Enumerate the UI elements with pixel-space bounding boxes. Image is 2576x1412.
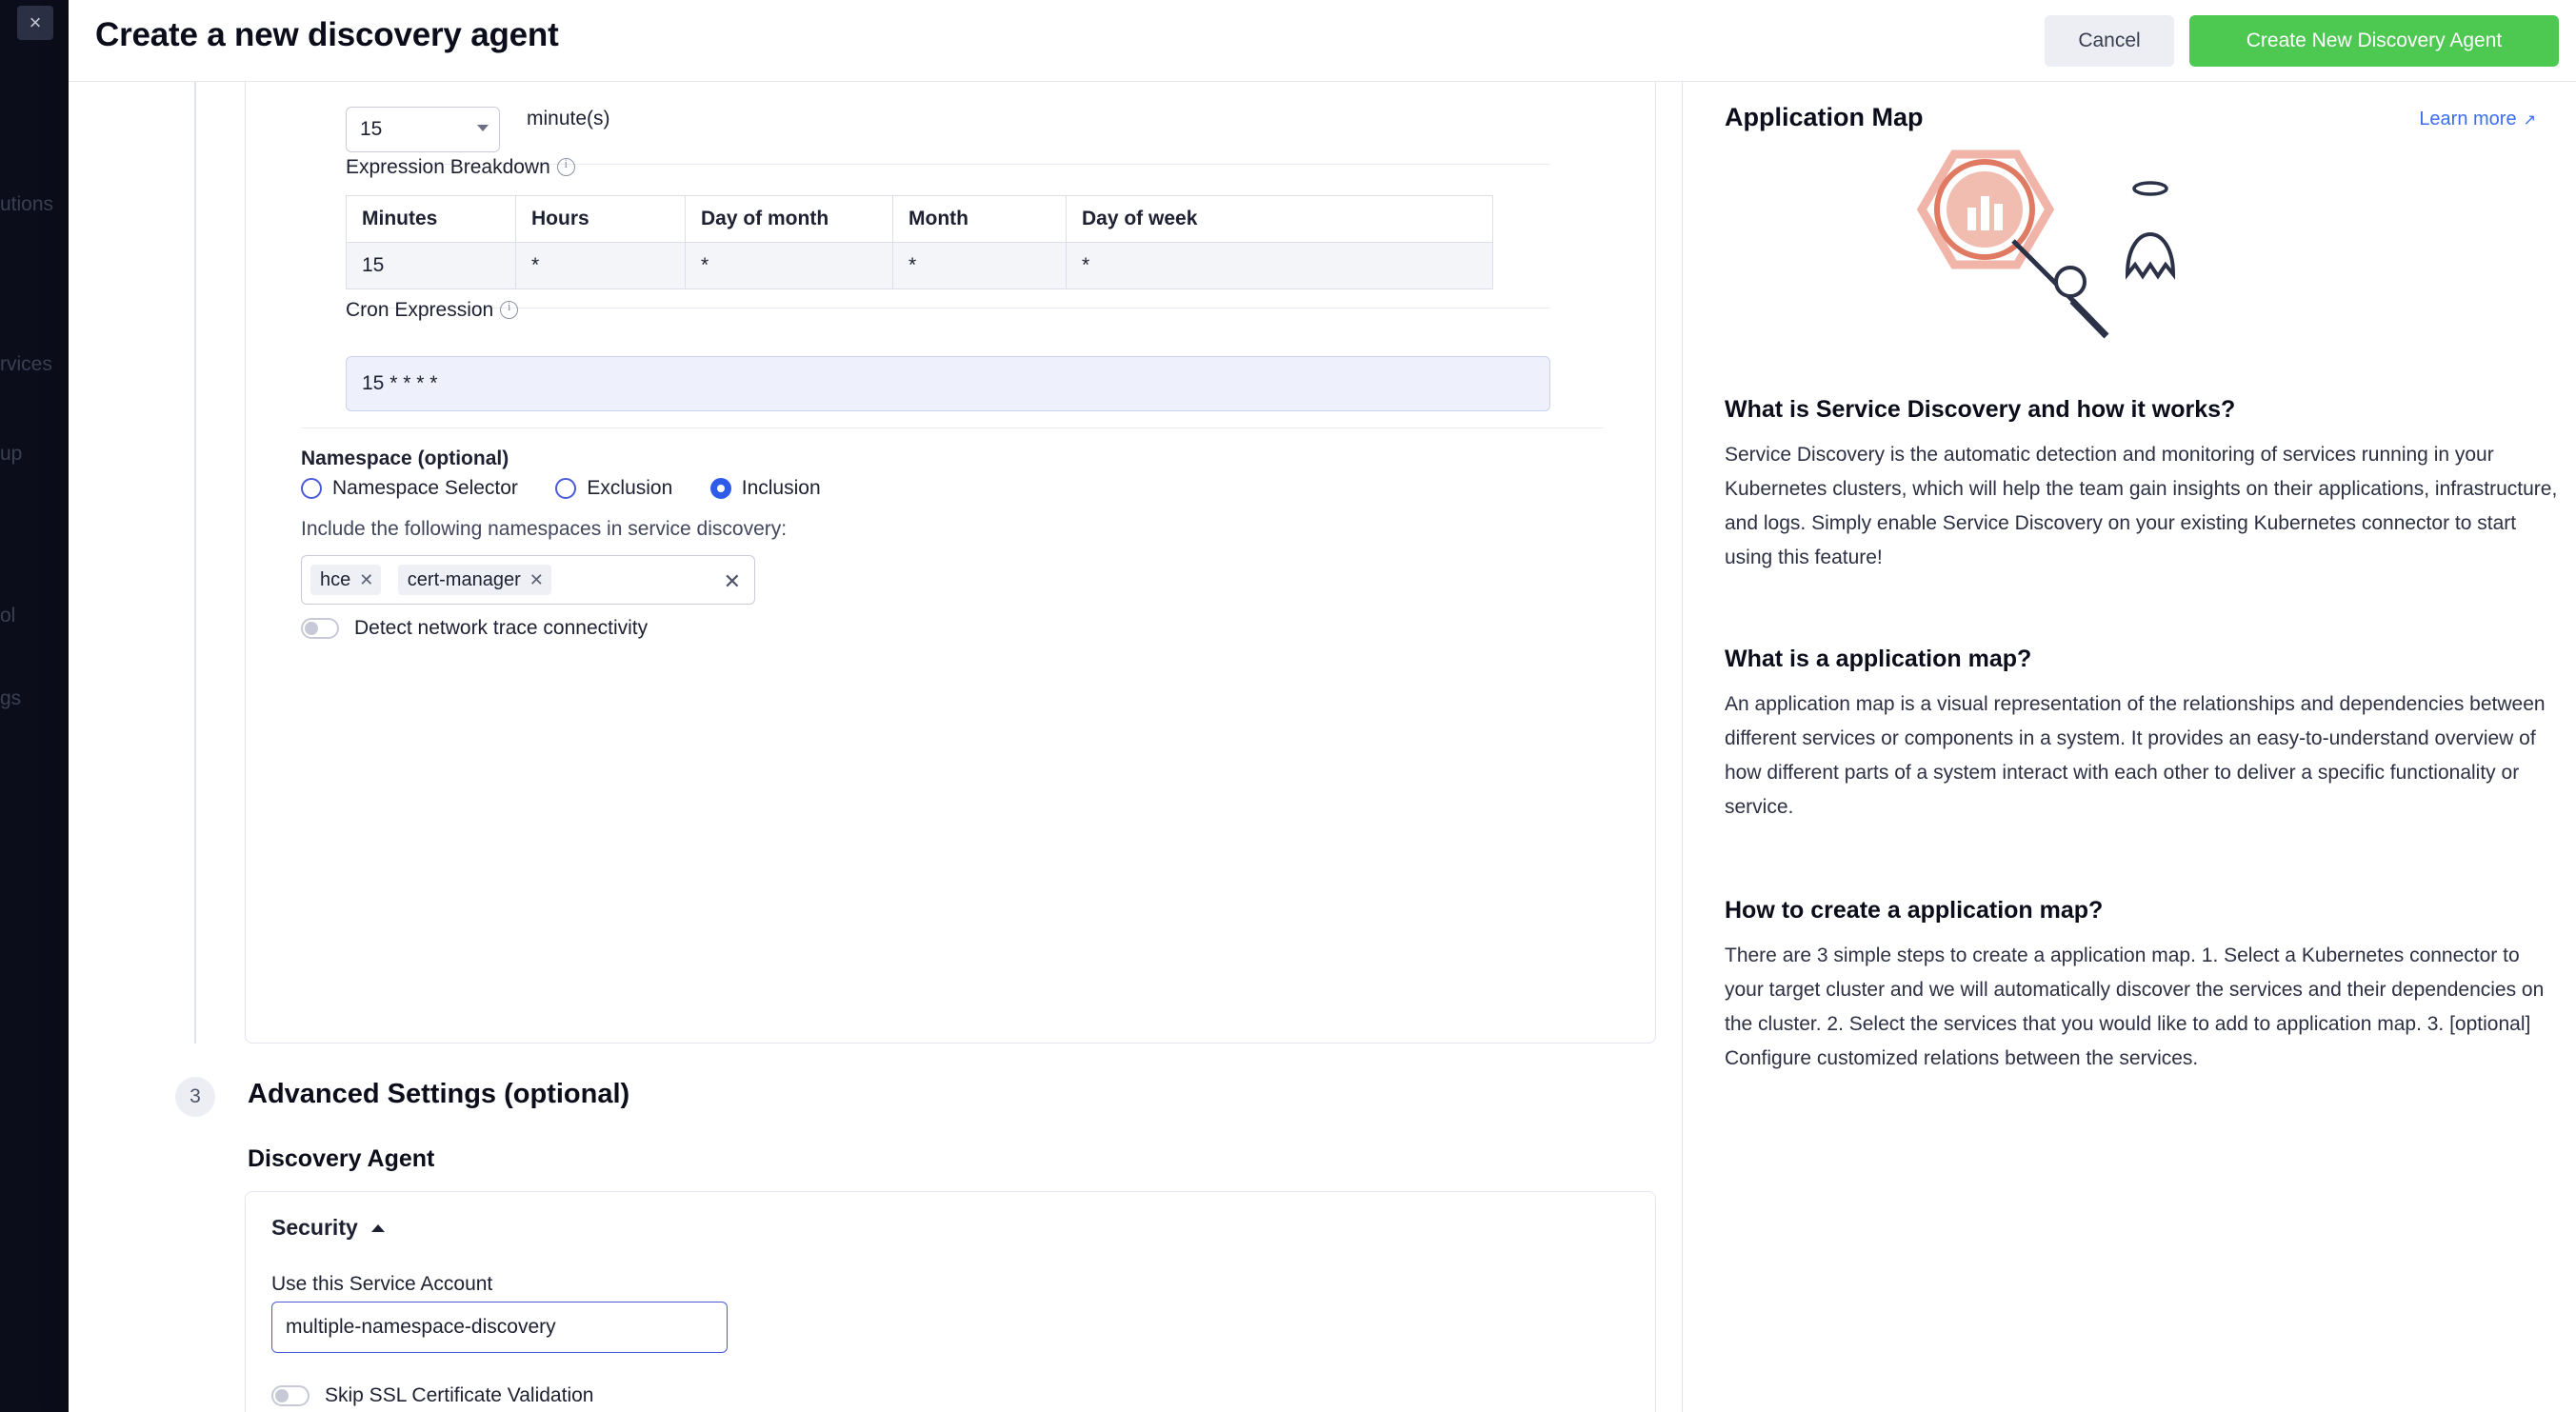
info-icon[interactable]: [557, 158, 575, 176]
cron-expression-value[interactable]: 15 * * * *: [346, 356, 1550, 411]
learn-more-link[interactable]: [2419, 109, 2536, 130]
td-day-of-week: *: [1067, 243, 1493, 289]
bg-label-group: up: [0, 443, 23, 465]
radio-dot-icon: [710, 478, 731, 499]
th-hours: Hours: [516, 196, 686, 243]
security-label: Security: [271, 1215, 358, 1240]
namespace-chip[interactable]: [398, 565, 551, 595]
toggle-switch[interactable]: [301, 618, 339, 639]
cron-expression-text: Cron Expression: [346, 299, 494, 321]
security-card: [245, 1191, 1656, 1412]
expression-breakdown-label: [346, 155, 575, 179]
page-title: Create a new discovery agent: [95, 16, 559, 53]
app-sidebar[interactable]: [0, 0, 69, 1412]
td-minutes: 15: [347, 243, 516, 289]
interval-select[interactable]: [346, 107, 500, 152]
bg-label-solutions: utions: [0, 193, 54, 215]
interval-unit-label: minute(s): [527, 108, 610, 129]
interval-value[interactable]: 15: [346, 107, 500, 152]
discovery-agent-subtitle: Discovery Agent: [248, 1145, 435, 1172]
namespace-chip-label: cert-manager: [407, 568, 521, 590]
external-link-icon: ↗: [2523, 111, 2536, 129]
close-icon[interactable]: ×: [17, 6, 53, 40]
chevron-down-icon: [477, 125, 489, 131]
namespace-chip[interactable]: [310, 565, 381, 595]
skip-ssl-label: Skip SSL Certificate Validation: [325, 1384, 594, 1406]
th-minutes: Minutes: [347, 196, 516, 243]
service-account-label: Use this Service Account: [271, 1273, 493, 1295]
schedule-card: [245, 82, 1656, 1044]
radio-inclusion-label: Inclusion: [741, 477, 821, 499]
bg-label-settings: gs: [0, 687, 22, 709]
radio-namespace-selector[interactable]: [301, 477, 518, 500]
namespace-mode-radio-group[interactable]: [301, 477, 854, 504]
section-heading: What is a application map?: [1725, 646, 2032, 672]
close-icon[interactable]: ✕: [529, 569, 544, 589]
cron-expression-label: [346, 298, 518, 322]
learn-more-label: Learn more: [2419, 109, 2517, 129]
step-rail: [194, 82, 196, 1044]
security-section-header[interactable]: [271, 1215, 385, 1241]
td-month: *: [893, 243, 1067, 289]
table-header-row: [347, 196, 1493, 243]
create-discovery-agent-modal: [69, 0, 2576, 1412]
table-row: [347, 243, 1493, 289]
application-map-illustration: [1868, 141, 2268, 369]
td-day-of-month: *: [686, 243, 893, 289]
section-heading: How to create a application map?: [1725, 897, 2104, 924]
bg-label-control: ol: [0, 605, 16, 626]
step-3-badge: 3: [175, 1077, 215, 1117]
info-icon[interactable]: [500, 301, 518, 319]
td-hours: *: [516, 243, 686, 289]
cancel-button[interactable]: Cancel: [2045, 15, 2174, 67]
section-body: There are 3 simple steps to create a application map. 1. Select a Kubernetes connector to your target cluster and we will automatically discover the services and their dependencies on the cluster. 2. Select the services that you would like to add to application map. 3. [optional] Configure customized relations between the services.: [1725, 945, 2545, 1069]
toggle-switch[interactable]: [271, 1385, 310, 1406]
radio-namespace-selector-label: Namespace Selector: [332, 477, 518, 499]
namespace-section-title: Namespace (optional): [301, 447, 509, 469]
namespace-input[interactable]: [301, 555, 755, 605]
advanced-settings-title: Advanced Settings (optional): [248, 1079, 630, 1109]
bg-label-services: rvices: [0, 353, 52, 375]
radio-exclusion-label: Exclusion: [587, 477, 673, 499]
chevron-up-icon: [371, 1224, 385, 1232]
section-heading: What is Service Discovery and how it works?: [1725, 396, 2236, 423]
section-body: An application map is a visual representation of the relationships and dependencies between different services or components in a system. It provides an easy-to-understand overview of how different parts of a system interact with each other to deliver a specific functionality or service.: [1725, 693, 2546, 818]
skip-ssl-toggle-row[interactable]: [271, 1384, 593, 1407]
namespace-help-text: Include the following namespaces in service discovery:: [301, 518, 788, 540]
application-map-title: Application Map: [1725, 103, 1924, 131]
th-day-of-month: Day of month: [686, 196, 893, 243]
close-icon[interactable]: ✕: [359, 569, 374, 589]
th-month: Month: [893, 196, 1067, 243]
expression-breakdown-table: [346, 195, 1493, 289]
create-new-discovery-agent-button[interactable]: Create New Discovery Agent: [2189, 15, 2559, 67]
detect-network-trace-label: Detect network trace connectivity: [354, 617, 649, 639]
namespace-chip-label: hce: [320, 568, 351, 590]
modal-header: [69, 0, 2576, 82]
modal-form-column[interactable]: [69, 82, 1682, 1412]
radio-dot-icon: [301, 478, 322, 499]
clear-namespaces-icon[interactable]: ✕: [723, 569, 741, 593]
section-body: Service Discovery is the automatic detection and monitoring of services running in your Kubernetes clusters, which will help the team gain insights on their applications, infrastructure, and logs. Simply enable Service Discovery on your existing Kubernetes connector to start using this feature!: [1725, 444, 2558, 568]
th-day-of-week: Day of week: [1067, 196, 1493, 243]
radio-inclusion[interactable]: [710, 477, 821, 500]
application-map-info-panel: [1682, 82, 2576, 1412]
service-account-input[interactable]: [271, 1302, 728, 1353]
detect-network-trace-toggle-row[interactable]: [301, 617, 648, 640]
expression-breakdown-text: Expression Breakdown: [346, 156, 550, 178]
radio-exclusion[interactable]: [555, 477, 672, 500]
radio-dot-icon: [555, 478, 576, 499]
